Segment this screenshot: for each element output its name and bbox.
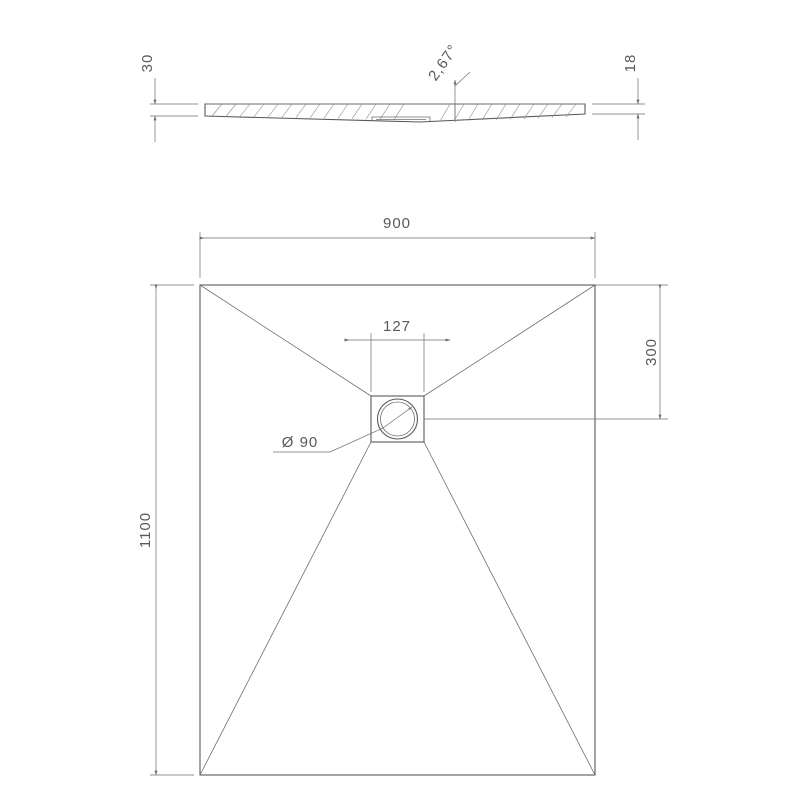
plan-view-group [137,215,668,775]
dim-label-plan-length: 1100 [136,511,154,549]
dim-side-height-left [139,54,198,142]
dim-label-drain-square: 127 [382,318,412,335]
dim-label-slope-angle: 2,67° [425,41,463,85]
dim-label-side-height-left: 30 [138,53,156,73]
plan-slope-lines [200,285,595,775]
dim-drain-square [345,318,450,392]
drain-inner-circle [381,402,415,436]
dim-label-plan-width: 900 [382,215,412,232]
dim-drain-offset [424,285,668,419]
drain-square-outline [371,396,424,442]
dim-label-drain-diameter: Ø 90 [281,434,319,451]
drain-circle [378,399,418,439]
dim-label-drain-offset: 300 [642,337,660,367]
drain-diameter-arrow [383,407,412,428]
dim-plan-length [137,285,194,775]
side-elevation-group [139,41,645,142]
dim-drain-diameter [273,428,383,452]
dim-label-side-height-right: 18 [621,53,639,73]
plan-outline [200,285,595,775]
side-hatch-pattern [212,104,576,121]
dim-plan-width [200,215,595,278]
dim-side-slope-angle [425,41,470,122]
dim-side-height-right [592,54,645,140]
